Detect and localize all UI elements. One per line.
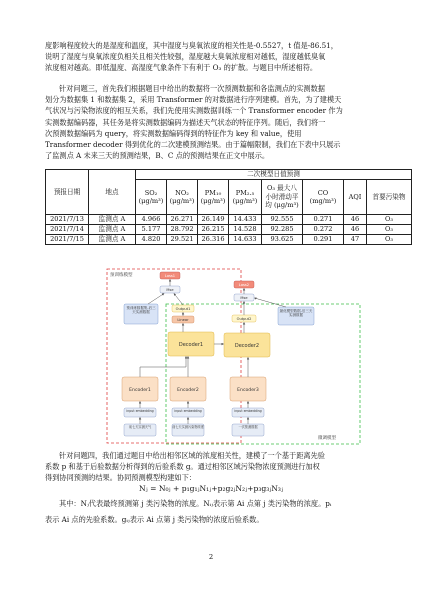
cell: 0.291 — [303, 235, 344, 245]
mse-label-2: Mse — [240, 296, 248, 300]
text-line: 其中：Nⱼ代表最终预测第 j 类污染物的浓度。Nᵢⱼ表示第 Ai 点第 j 类污染物的浓度。pᵢ — [59, 499, 332, 508]
text-line: 了监测点 A 未来三天的预测结果，B、C 点的预测结果在正文中展示。 — [45, 151, 270, 161]
encoder1-label: Encoder1 — [129, 388, 151, 393]
loss2-label: Loss2 — [238, 283, 250, 287]
cell: 4.820 — [136, 235, 167, 245]
text-line: 得到协同预测的结果。协同预测模型构建如下： — [45, 473, 196, 483]
finetune-label: 微调模型 — [318, 436, 336, 441]
text-line: 划分为数据集 1 和数据集 2，采用 Transformer 的对数据进行序列建模。首先，为了建模天 — [45, 95, 342, 105]
cell: O₃ — [367, 235, 412, 245]
text-line: 表示 Ai 点的先验系数。gᵢⱼ表示 Ai 点第 j 类污染物的浓度后验系数。 — [45, 515, 264, 524]
col-header: O₃ 最大八小时滑动平均 (μg/m³) — [262, 180, 303, 215]
cell: 93.625 — [262, 235, 303, 245]
col-header: NO₂ (μg/m³) — [167, 180, 198, 215]
linear-label: Linear — [177, 318, 189, 322]
decoder2-label: Decoder2 — [234, 343, 260, 349]
input-embedding-label: input embedding — [234, 409, 262, 413]
gt-right-label: 最优模型数据-后三天实测数据 — [279, 309, 313, 318]
table-row — [46, 215, 412, 225]
table-row — [46, 235, 412, 245]
formula: Nⱼ = N₀ⱼ + p₁g₁ⱼN₁ⱼ+p₂g₂ⱼN₂ⱼ+p₃g₃ⱼN₃ⱼ — [139, 484, 283, 493]
text-line: 说明了湿度与臭氧浓度负相关且相关性较强，湿度越大臭氧浓度相对越低，湿度越低臭氧 — [45, 52, 326, 62]
text-line: 度影响程度较大的是湿度和温度，其中湿度与臭氧浓度的相关性是-0.5527，t 值是-86.51， — [45, 41, 338, 50]
encoder2-label: Encoder2 — [177, 388, 199, 393]
forecast-table — [45, 169, 412, 245]
cell: O₃ — [367, 215, 412, 225]
paragraph-definitions-2 — [45, 514, 379, 525]
cell: 26.149 — [198, 215, 229, 225]
cell: 监测点 A — [89, 225, 136, 235]
text-line: 次预测数据编码为 query，将实测数据编码得到的特征作为 key 和 value，使用 — [45, 128, 302, 138]
cell: 0.272 — [303, 225, 344, 235]
encoder3-label: Encoder3 — [237, 388, 259, 393]
pretrain-label: 预训练模型 — [110, 273, 133, 278]
cell: 92.555 — [262, 215, 303, 225]
cell: 26.215 — [198, 225, 229, 235]
cell: 47 — [344, 235, 367, 245]
model-architecture-diagram — [106, 267, 362, 447]
decoder1-label: Decoder1 — [178, 342, 204, 348]
cell: 14.633 — [229, 235, 262, 245]
finetune-frame — [166, 304, 360, 444]
data-weather-label: 前七天实测天气 — [128, 425, 152, 429]
cell: 14.528 — [229, 225, 262, 235]
cell: 4.966 — [136, 215, 167, 225]
cell: 29.521 — [167, 235, 198, 245]
paragraph-correlation — [45, 40, 379, 74]
col-header: CO (mg/m³) — [303, 180, 344, 215]
col-date-header: 预报日期 — [46, 170, 89, 215]
cell: 28.792 — [167, 225, 198, 235]
cell: 2021/7/15 — [46, 235, 89, 245]
text-line: 针对问题三，首先我们根据题目中给出的数据将一次预测数据和各监测点的实测数据 — [59, 84, 325, 93]
col-header: AQI — [344, 180, 367, 215]
cell: 监测点 A — [89, 215, 136, 225]
output1-label: Output1 — [175, 307, 191, 311]
input-embedding-label: input embedding — [174, 409, 202, 413]
data-pollutant-label: 前七天实测污染物浓度 — [172, 425, 204, 429]
output2-label: Output2 — [236, 317, 252, 321]
page-number: 2 — [208, 553, 214, 561]
paragraph-question-three — [45, 83, 379, 161]
cell: 2021/7/13 — [46, 215, 89, 225]
cell: 监测点 A — [89, 235, 136, 245]
cell: 5.177 — [136, 225, 167, 235]
cell: 2021/7/14 — [46, 225, 89, 235]
cell: 46 — [344, 225, 367, 235]
col-header: PM₁₀ (μg/m³) — [198, 180, 229, 215]
loss1-label: Loss1 — [164, 274, 176, 278]
cell: 26.316 — [198, 235, 229, 245]
col-header: 首要污染物 — [367, 180, 412, 215]
table-row — [46, 225, 412, 235]
col-header: SO₂ (μg/m³) — [136, 180, 167, 215]
input-embedding-label: input embedding — [126, 409, 154, 413]
text-line: 针对问题四，我们通过题目中给出相邻区域的浓度相关性，建模了一个基于距离先验 — [59, 451, 325, 460]
col-site-header: 地点 — [89, 170, 136, 215]
cell: 46 — [344, 215, 367, 225]
cell: 92.285 — [262, 225, 303, 235]
text-line: Transformer decoder 得到优化的二次建模预测结果。由于篇幅限制，我们在下表中只展示 — [45, 140, 341, 150]
cell: 0.271 — [303, 215, 344, 225]
cell: O₃ — [367, 225, 412, 235]
text-line: 系数 p 和基于后验数据分析得到的后验系数 g。通过相邻区域污染物浓度预测进行加权 — [45, 462, 320, 472]
paragraph-question-four — [45, 450, 379, 484]
data-forecast-label: 一次预测数据 — [238, 425, 258, 429]
col-header: PM₂.₅ (μg/m³) — [229, 180, 262, 215]
text-line: 气状况与污染物浓度的相互关系，我们先使用实测数据训练一个 Transformer encoder 作为 — [45, 106, 343, 116]
group-header: 二次模型日值预测 — [136, 170, 412, 180]
mse-label: Mse — [166, 288, 174, 292]
text-line: 浓度相对越高。即低温度、高湿度气象条件下有利于 O₃ 的扩散。与题目中所述相符。 — [45, 63, 318, 73]
paragraph-definitions-1 — [45, 498, 379, 509]
cell: 26.271 — [167, 215, 198, 225]
cell: 14.433 — [229, 215, 262, 225]
text-line: 实测数据编码器，其任务是将实测数据编码为描述天气状态的特征序列。随后，我们将一 — [45, 117, 326, 127]
gt-left-label: 预训练数据集-后三天实测数据 — [126, 306, 156, 315]
